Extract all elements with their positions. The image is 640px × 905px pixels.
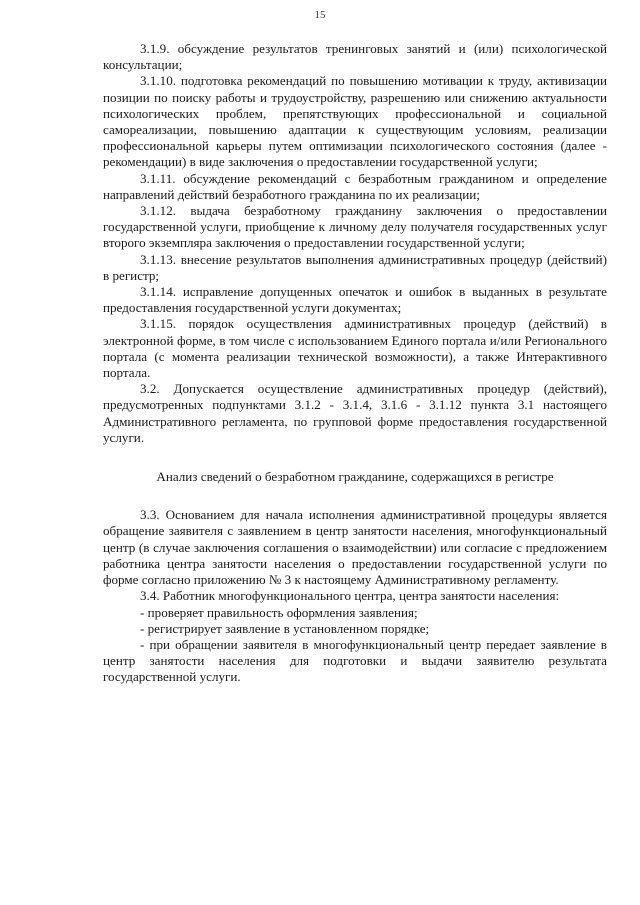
document-body <box>103 41 607 686</box>
paragraph-3-1-13: 3.1.13. внесение результатов выполнения административных процедур (действий) в регистр; <box>103 251 607 283</box>
paragraph-3-1-14: 3.1.14. исправление допущенных опечаток и ошибок в выданных в результате предоставления государственной услуги документах; <box>103 284 607 316</box>
paragraph-3-1-9: 3.1.9. обсуждение результатов тренинговых занятий и (или) психологической консультации; <box>103 41 607 73</box>
list-item-forward-application: - при обращении заявителя в многофункциональный центр передает заявление в центр занятости населения для подготовки и выдачи заявителю результата государственной услуги. <box>103 636 607 685</box>
paragraph-3-1-10: 3.1.10. подготовка рекомендаций по повышению мотивации к труду, активизации позиции по поиску работы и трудоустройству, разрешению или снижению актуальности психологических проблем, препятствующих профессиональной и социальной самореализации, повышению адаптации к существующим условиям, реализации профессиональной карьеры путем оптимизации психологического состояния (далее - рекомендации) в виде заключения о предоставлении государственной услуги; <box>103 73 607 170</box>
page-number: 15 <box>314 9 326 21</box>
paragraph-3-2: 3.2. Допускается осуществление административных процедур (действий), предусмотренных подпунктами 3.1.2 - 3.1.4, 3.1.6 - 3.1.12 пункта 3.1 настоящего Административного регламента, по групповой форме предоставления государственной услуги. <box>103 381 607 445</box>
list-item-check-application: - проверяет правильность оформления заявления; <box>140 604 418 620</box>
section-heading: Анализ сведений о безработном гражданине, содержащихся в регистре <box>156 469 554 485</box>
list-item-register-application: - регистрирует заявление в установленном порядке; <box>140 620 430 636</box>
paragraph-3-1-12: 3.1.12. выдача безработному гражданину заключения о предоставлении государственной услуги, приобщение к личному делу получателя государственных услуг второго экземпляра заключения о предоставлении государственной услуги; <box>103 203 607 251</box>
paragraph-3-1-15: 3.1.15. порядок осуществления административных процедур (действий) в электронной форме, в том числе с использованием Единого портала и/или Регионального портала (с момента реализации технической возможности), а также Интерактивного портала. <box>103 316 607 381</box>
paragraph-3-3: 3.3. Основанием для начала исполнения административной процедуры является обращение заявителя с заявлением в центр занятости населения, многофункциональный центр (в случае заключения соглашения о взаимодействии) или согласие с предложением работника центра занятости населения о предоставлении государственной услуги по форме согласно приложению № 3 к настоящему Административному регламенту. <box>103 507 607 588</box>
paragraph-3-4: 3.4. Работник многофункционального центра, центра занятости населения: <box>140 588 560 604</box>
paragraph-3-1-11: 3.1.11. обсуждение рекомендаций с безработным гражданином и определение направлений действий безработного гражданина по их реализации; <box>103 170 607 202</box>
